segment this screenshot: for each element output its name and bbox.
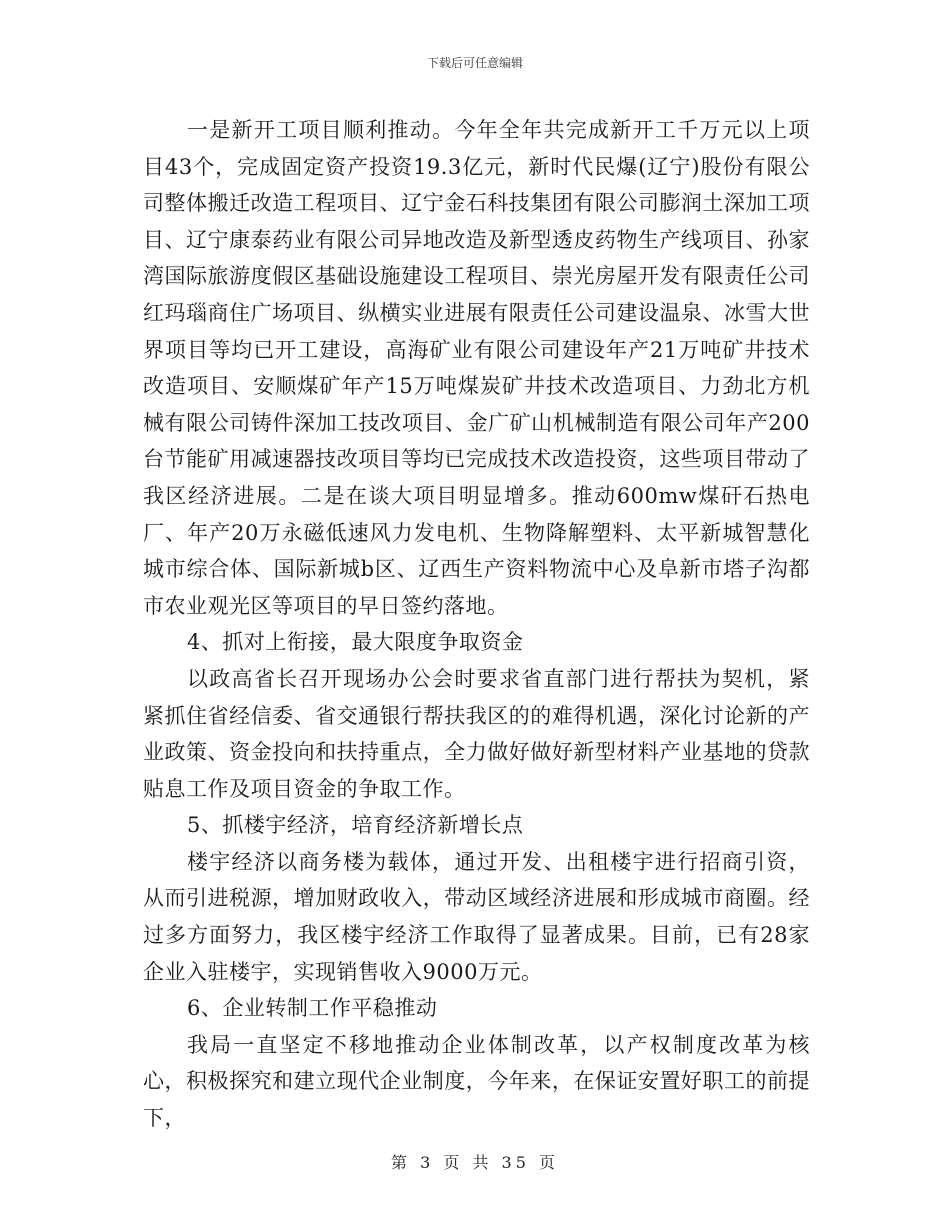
section-heading-4: 4、抓对上衔接，最大限度争取资金 — [187, 630, 524, 655]
paragraph-new-projects: 一是新开工项目顺利推动。今年全年共完成新开工千万元以上项目43个，完成固定资产投资19.3亿元，新时代民爆(辽宁)股份有限公司整体搬迁改造工程项目、辽宁金石科技集团有限公司膨润土深加工项目、辽宁康泰药业有限公司异地改造及新型透皮药物生产线项目、孙家湾国际旅游度假区基础设施建设工程项目、崇光房屋开发有限责任公司红玛瑙商住广场项目、纵横实业进展有限责任公司建设温泉、冰雪大世界项目等均已开工建设，高海矿业有限公司建设年产21万吨矿井技术改造项目、安顺煤矿年产15万吨煤炭矿井技术改造项目、力劲北方机械有限公司铸件深加工技改项目、金广矿山机械制造有限公司年产200台节能矿用减速器技改项目等均已完成技术改造投资，这些项目带动了我区经济进展。二是在谈大项目明显增多。推动600mw煤矸石热电厂、年产20万永磁低速风力发电机、生物降解塑料、太平新城智慧化城市综合体、国际新城b区、辽西生产资料物流中心及阜新市塔子沟都市农业观光区等项目的早日签约落地。 — [143, 118, 810, 618]
section-heading-5: 5、抓楼宇经济，培育经济新增长点 — [187, 813, 524, 838]
page-header-note: 下载后可任意编辑 — [426, 56, 523, 70]
paragraph-building-economy: 楼宇经济以商务楼为载体，通过开发、出租楼宇进行招商引资，从而引进税源，增加财政收入，带动区域经济进展和形成城市商圈。经过多方面努力，我区楼宇经济工作取得了显著成果。目前，已有28家企业入驻楼宇，实现销售收入9000万元。 — [143, 849, 810, 984]
document-body — [143, 112, 810, 1137]
paragraph-funding: 以政高省长召开现场办公会时要求省直部门进行帮扶为契机，紧紧抓住省经信委、省交通银行帮扶我区的的难得机遇，深化讨论新的产业政策、资金投向和扶持重点，全力做好做好新型材料产业基地的贷款贴息工作及项目资金的争取工作。 — [143, 666, 810, 801]
page-number-footer: 第 3 页 共 35 页 — [391, 1153, 559, 1172]
paragraph-enterprise-reform: 我局一直坚定不移地推动企业体制改革，以产权制度改革为核心，积极探究和建立现代企业制度，今年来，在保证安置好职工的前提下， — [143, 1032, 810, 1131]
section-heading-6: 6、企业转制工作平稳推动 — [187, 996, 438, 1021]
